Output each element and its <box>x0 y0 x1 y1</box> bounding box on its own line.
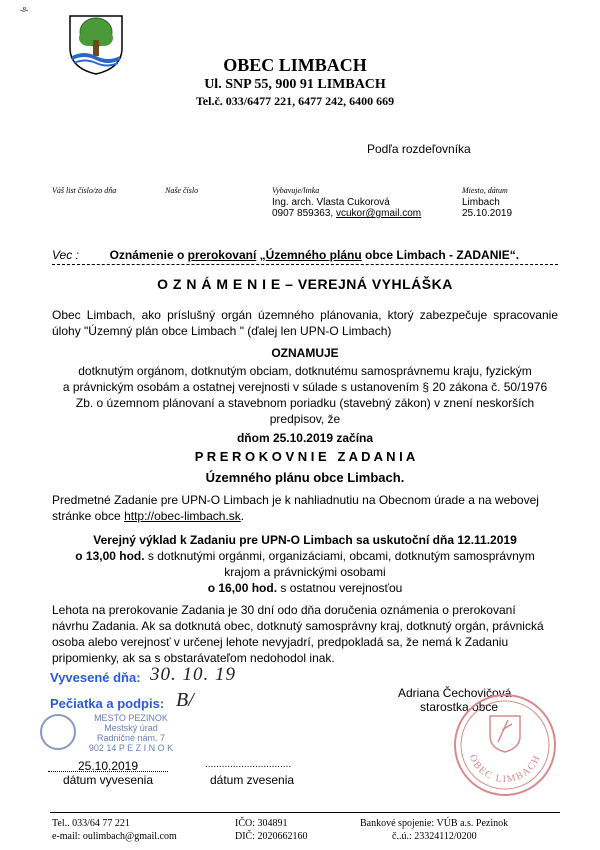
ref-date: 25.10.2019 <box>462 208 513 219</box>
posted-date-handwritten: 30. 10. 19 <box>150 664 236 685</box>
date-posted: 25.10.2019 <box>77 759 139 773</box>
addressees-line: predpisov, že <box>269 412 341 426</box>
subject-line <box>52 248 558 265</box>
deadline-line: Lehota na prerokovanie Zadania je 30 dní odo dňa doručenia oznámenia o prerokovaní <box>52 603 516 617</box>
ref-handled-by-name: Ing. arch. Vlasta Cukorová <box>272 197 390 208</box>
ref-your-letter-label: Váš list číslo/zo dňa <box>52 186 117 195</box>
ref-handled-by-phone: 0907 859363, <box>272 208 334 219</box>
public-hearing-title: Verejný výklad k Zadaniu pre UPN-O Limbach sa uskutoční dňa 12.11.2019 <box>93 533 517 547</box>
seal-text: OBEC LIMBACH <box>466 752 544 786</box>
footer-email[interactable]: e-mail: oulimbach@gmail.com <box>52 831 177 842</box>
handwritten-signature: B/ <box>176 689 194 711</box>
page-corner-mark: -8- <box>20 6 29 14</box>
deadline-line: návrhu Zadania. Ak sa dotknutá obec, dotknutý samosprávny kraj, dotknutý orgán, právnická <box>52 619 544 633</box>
stamp-line: MESTO PEZINOK <box>94 713 168 723</box>
footer-bank: Bankové spojenie: VÚB a.s. Pezinok <box>360 818 509 829</box>
addressees-line: Zb. o územnom plánovaní a stavebnom poriadku (stavebný zákon) v znení neskorších <box>75 396 535 410</box>
stamp-line: 902 14 P E Z I N O K <box>88 743 174 753</box>
announces-heading: OZNAMUJE <box>271 346 339 360</box>
municipal-crest-icon <box>66 12 126 76</box>
ref-handled-by-contact <box>272 208 421 219</box>
signatory-role: starostka obce <box>420 700 499 714</box>
addressees-line: dotknutým orgánom, dotknutým obciam, dotknutému samosprávnemu kraju, fyzickým <box>78 364 532 378</box>
municipality-phones: Tel.č. 033/6477 221, 6477 242, 6400 669 <box>195 94 395 108</box>
stamp-emblem-icon <box>40 714 76 750</box>
notice-title: O Z N Á M E N I E – VEREJNÁ VYHLÁŠKA <box>157 276 453 292</box>
addressees-paragraph <box>50 363 560 427</box>
footer-dic: DIČ: 2020662160 <box>235 831 308 842</box>
ref-handled-by-label: Vybavuje/linka <box>272 186 320 195</box>
public-hearing-text-1: s dotknutými orgánmi, organizáciami, obcami, dotknutým samosprávnym <box>144 549 535 563</box>
consultation-heading: P R E R O K O V N I E Z A D A N I A <box>194 449 416 464</box>
availability-text: Predmetné Zadanie pre UPN-O Limbach je k nahliadnutiu na Obecnom úrade a na webovej stránke obce <box>52 493 539 523</box>
footer-divider <box>50 812 560 813</box>
intro-paragraph: Obec Limbach, ako príslušný orgán územného plánovania, ktorý zabezpečuje spracovanie úlohy "Územný plán obce Limbach " (ďalej len UPN-O Limbach) <box>52 308 558 338</box>
subject-text: Oznámenie o prerokovaní „Územného plánu obce Limbach - ZADANIE“. <box>109 248 520 262</box>
public-hearing-text-2: s ostatnou verejnosťou <box>277 581 403 595</box>
ref-handled-by-email[interactable]: vcukor@gmail.com <box>335 208 422 219</box>
ref-place-date-label: Miesto, dátum <box>462 186 508 195</box>
posted-label: Vyvesené dňa: <box>50 670 141 685</box>
municipality-title: OBEC LIMBACH <box>223 55 367 75</box>
signatory-name: Adriana Čechovičová <box>398 686 512 700</box>
deadline-paragraph <box>52 602 558 666</box>
availability-paragraph: Predmetné Zadanie pre UPN-O Limbach je k nahliadnutiu na Obecnom úrade a na webovej stránke obce http://obec-limbach.sk. <box>52 493 539 523</box>
public-hearing-time-2: o 16,00 hod. <box>207 581 278 595</box>
public-hearing-text-1b: krajom a právnickými osobami <box>224 565 386 579</box>
municipality-address: Ul. SNP 55, 900 91 LIMBACH <box>204 77 386 92</box>
footer-tel: Tel.. 033/64 77 221 <box>52 818 130 829</box>
recipient: Podľa rozdeľovníka <box>367 142 471 156</box>
municipal-seal-icon <box>450 690 560 800</box>
office-stamp <box>76 713 186 753</box>
date-posted-label: dátum vyvesenia <box>62 773 154 787</box>
date-removed-label: dátum zvesenia <box>210 773 295 787</box>
stamp-line: Radničné nám. 7 <box>96 733 166 743</box>
ref-our-number-label: Naše číslo <box>165 186 199 195</box>
deadline-line: pripomienky, ak sa s obstarávateľom nedohodol inak. <box>52 651 335 665</box>
date-removed-dots: ............................... <box>205 759 292 770</box>
ref-place: Limbach <box>462 197 500 208</box>
website-link[interactable]: http://obec-limbach.sk <box>124 509 241 523</box>
public-hearing-block <box>50 532 560 596</box>
stamp-line: Mestský úrad <box>104 723 158 733</box>
footer-ico: IČO: 304891 <box>235 818 288 829</box>
addressees-line: a právnickým osobám a ostatnej verejnosti v súlade s ustanovením § 20 zákona č. 50/1976 <box>62 380 548 394</box>
date-posted-line <box>48 771 168 772</box>
plan-heading: Územného plánu obce Limbach. <box>205 470 405 485</box>
public-hearing-time-1: o 13,00 hod. <box>75 549 145 563</box>
deadline-line: osoba alebo verejnosť v určenej lehote nevyjadrí, predpokladá sa, že nemá k Zadaniu <box>52 635 509 649</box>
footer-account: č..ú.: 23324112/0200 <box>392 831 477 842</box>
stamp-signature-label: Pečiatka a podpis: <box>50 696 165 711</box>
subject-label: Vec : <box>52 248 79 262</box>
start-date: dňom 25.10.2019 začína <box>236 431 374 445</box>
